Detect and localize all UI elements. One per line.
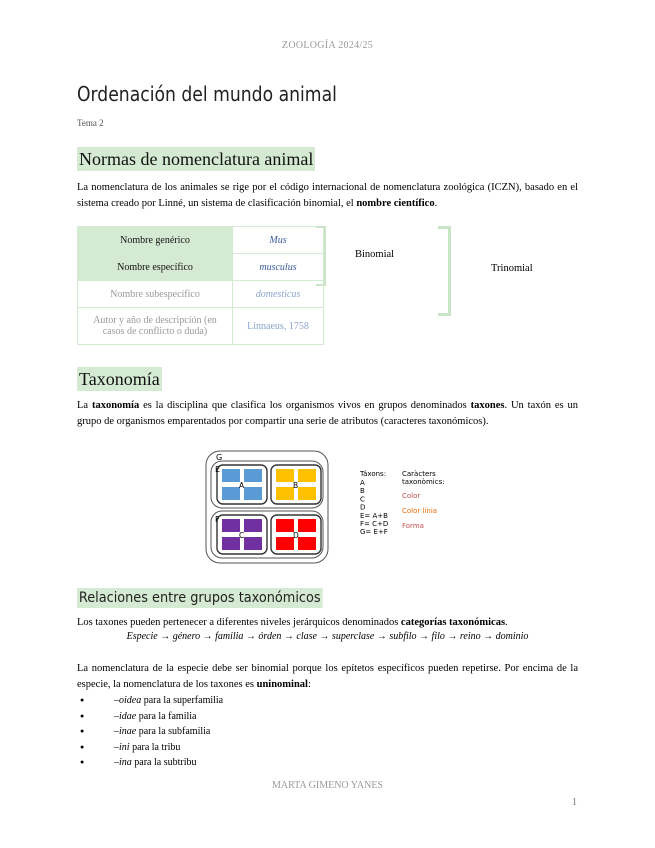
group-label-g: G xyxy=(216,453,223,462)
taxon-c-square xyxy=(222,519,240,532)
table-cell-label: Nombre subespecífico xyxy=(78,281,233,308)
taxon-b-square xyxy=(276,469,294,482)
table-cell-label: Nombre genérico xyxy=(78,227,233,254)
legend-taxon: A xyxy=(360,479,365,487)
bold-term: uninominal xyxy=(256,679,308,690)
list-item: ● –ini para la tribu xyxy=(80,740,223,756)
page-header: ZOOLOGÍA 2024/25 xyxy=(281,40,374,51)
page-number: 1 xyxy=(572,797,577,808)
taxon-c-square xyxy=(244,537,262,550)
taxon-a-square xyxy=(244,469,262,482)
section-heading-taxonomia: Taxonomía xyxy=(79,369,160,389)
table-cell-label: Autor y año de descripción (en casos de conflicto o duda) xyxy=(78,308,233,345)
taxon-a-square xyxy=(222,469,240,482)
taxon-label-c: C xyxy=(239,531,245,540)
suffix-list xyxy=(80,693,223,771)
taxon-label-b: B xyxy=(293,481,299,490)
nomenclature-paragraph: La nomenclatura de los animales se rige por el código internacional de nomenclatura zoológica (ICZN), basado en el sistema creado por Linné, un sistema de clasificación binomial, el nombre científico. xyxy=(77,182,578,209)
taxon-b-square xyxy=(298,487,316,500)
page-footer: MARTA GIMENO YANES xyxy=(271,780,383,791)
bold-term: nombre científico xyxy=(356,198,435,209)
table-cell-value: Mus xyxy=(233,227,324,254)
bold-term: taxonomía xyxy=(91,400,140,411)
taxon-d-square xyxy=(276,537,294,550)
legend-character: Color línia xyxy=(402,507,438,515)
table-cell-value: Linnaeus, 1758 xyxy=(233,308,324,345)
group-label-f: F xyxy=(215,515,220,524)
taxon-d-square xyxy=(276,519,294,532)
table-row xyxy=(78,227,324,254)
taxonomic-chain: Especie → género → familia → órden → clase → superclase → subfilo → filo → reino → dominio xyxy=(126,631,529,642)
legend-title-chars: Caràcters taxonòmics: xyxy=(402,470,445,486)
taxonomy-paragraph: La taxonomía es la disciplina que clasifica los organismos vivos en grupos denominados taxones. Un taxón es un grupo de organismos emparentados por compartir una serie de atributos (caracteres taxonómicos). xyxy=(77,400,578,427)
taxon-d-square xyxy=(298,519,316,532)
taxon-b-square xyxy=(298,469,316,482)
legend-taxon: E= A+B xyxy=(360,511,388,520)
taxon-c-square xyxy=(222,537,240,550)
uninominal-paragraph: La nomenclatura de la especie debe ser binomial porque los epítetos específicos pueden repetirse. Por encima de la especie, la nomenclatura de los taxones es uninominal: xyxy=(77,663,578,690)
legend-title-taxa: Táxons: xyxy=(360,470,387,478)
binomial-label: Binomial xyxy=(355,249,395,260)
legend-character: Forma xyxy=(402,522,424,530)
legend-character: Color xyxy=(402,492,421,500)
list-item: ● –ina para la subtribu xyxy=(80,755,223,771)
group-label-e: E xyxy=(215,465,221,474)
page-title: Ordenación del mundo animal xyxy=(77,82,337,106)
page-subtitle: Tema 2 xyxy=(77,118,104,128)
taxon-label-a: A xyxy=(239,481,245,490)
taxon-c-square xyxy=(244,519,262,532)
taxon-label-d: D xyxy=(293,531,299,540)
taxon-b-square xyxy=(276,487,294,500)
nomenclature-table xyxy=(77,226,324,345)
trinomial-bracket xyxy=(438,226,451,316)
taxon-d-square xyxy=(298,537,316,550)
legend-taxon: G= E+F xyxy=(360,528,388,537)
legend-taxon: D xyxy=(360,503,366,512)
list-item: ● –inae para la subfamilia xyxy=(80,724,223,740)
trinomial-label: Trinomial xyxy=(491,263,533,274)
list-item: ● –idae para la familia xyxy=(80,709,223,725)
section-heading-nomenclatura: Normas de nomenclatura animal xyxy=(79,149,314,169)
table-row xyxy=(78,254,324,281)
table-cell-value: domesticus xyxy=(233,281,324,308)
list-item: ● –oidea para la superfamilia xyxy=(80,693,223,709)
legend-taxon: B xyxy=(360,487,365,496)
table-cell-value: musculus xyxy=(233,254,324,281)
legend-taxon: C xyxy=(360,495,365,504)
table-cell-label: Nombre específico xyxy=(78,254,233,281)
taxon-a-square xyxy=(244,487,262,500)
bold-term: categorías taxonómicas xyxy=(400,617,506,628)
section-heading-relaciones: Relaciones entre grupos taxonómicos xyxy=(78,590,321,606)
relations-paragraph: Los taxones pueden pertenecer a diferentes niveles jerárquicos denominados categorías taxonómicas. xyxy=(77,617,508,628)
bold-term: taxones xyxy=(470,400,505,411)
legend-taxon: F= C+D xyxy=(360,520,389,528)
binomial-bracket xyxy=(316,226,326,286)
table-row xyxy=(78,308,324,345)
table-row xyxy=(78,281,324,308)
taxon-a-square xyxy=(222,487,240,500)
taxonomy-diagram xyxy=(202,448,462,566)
